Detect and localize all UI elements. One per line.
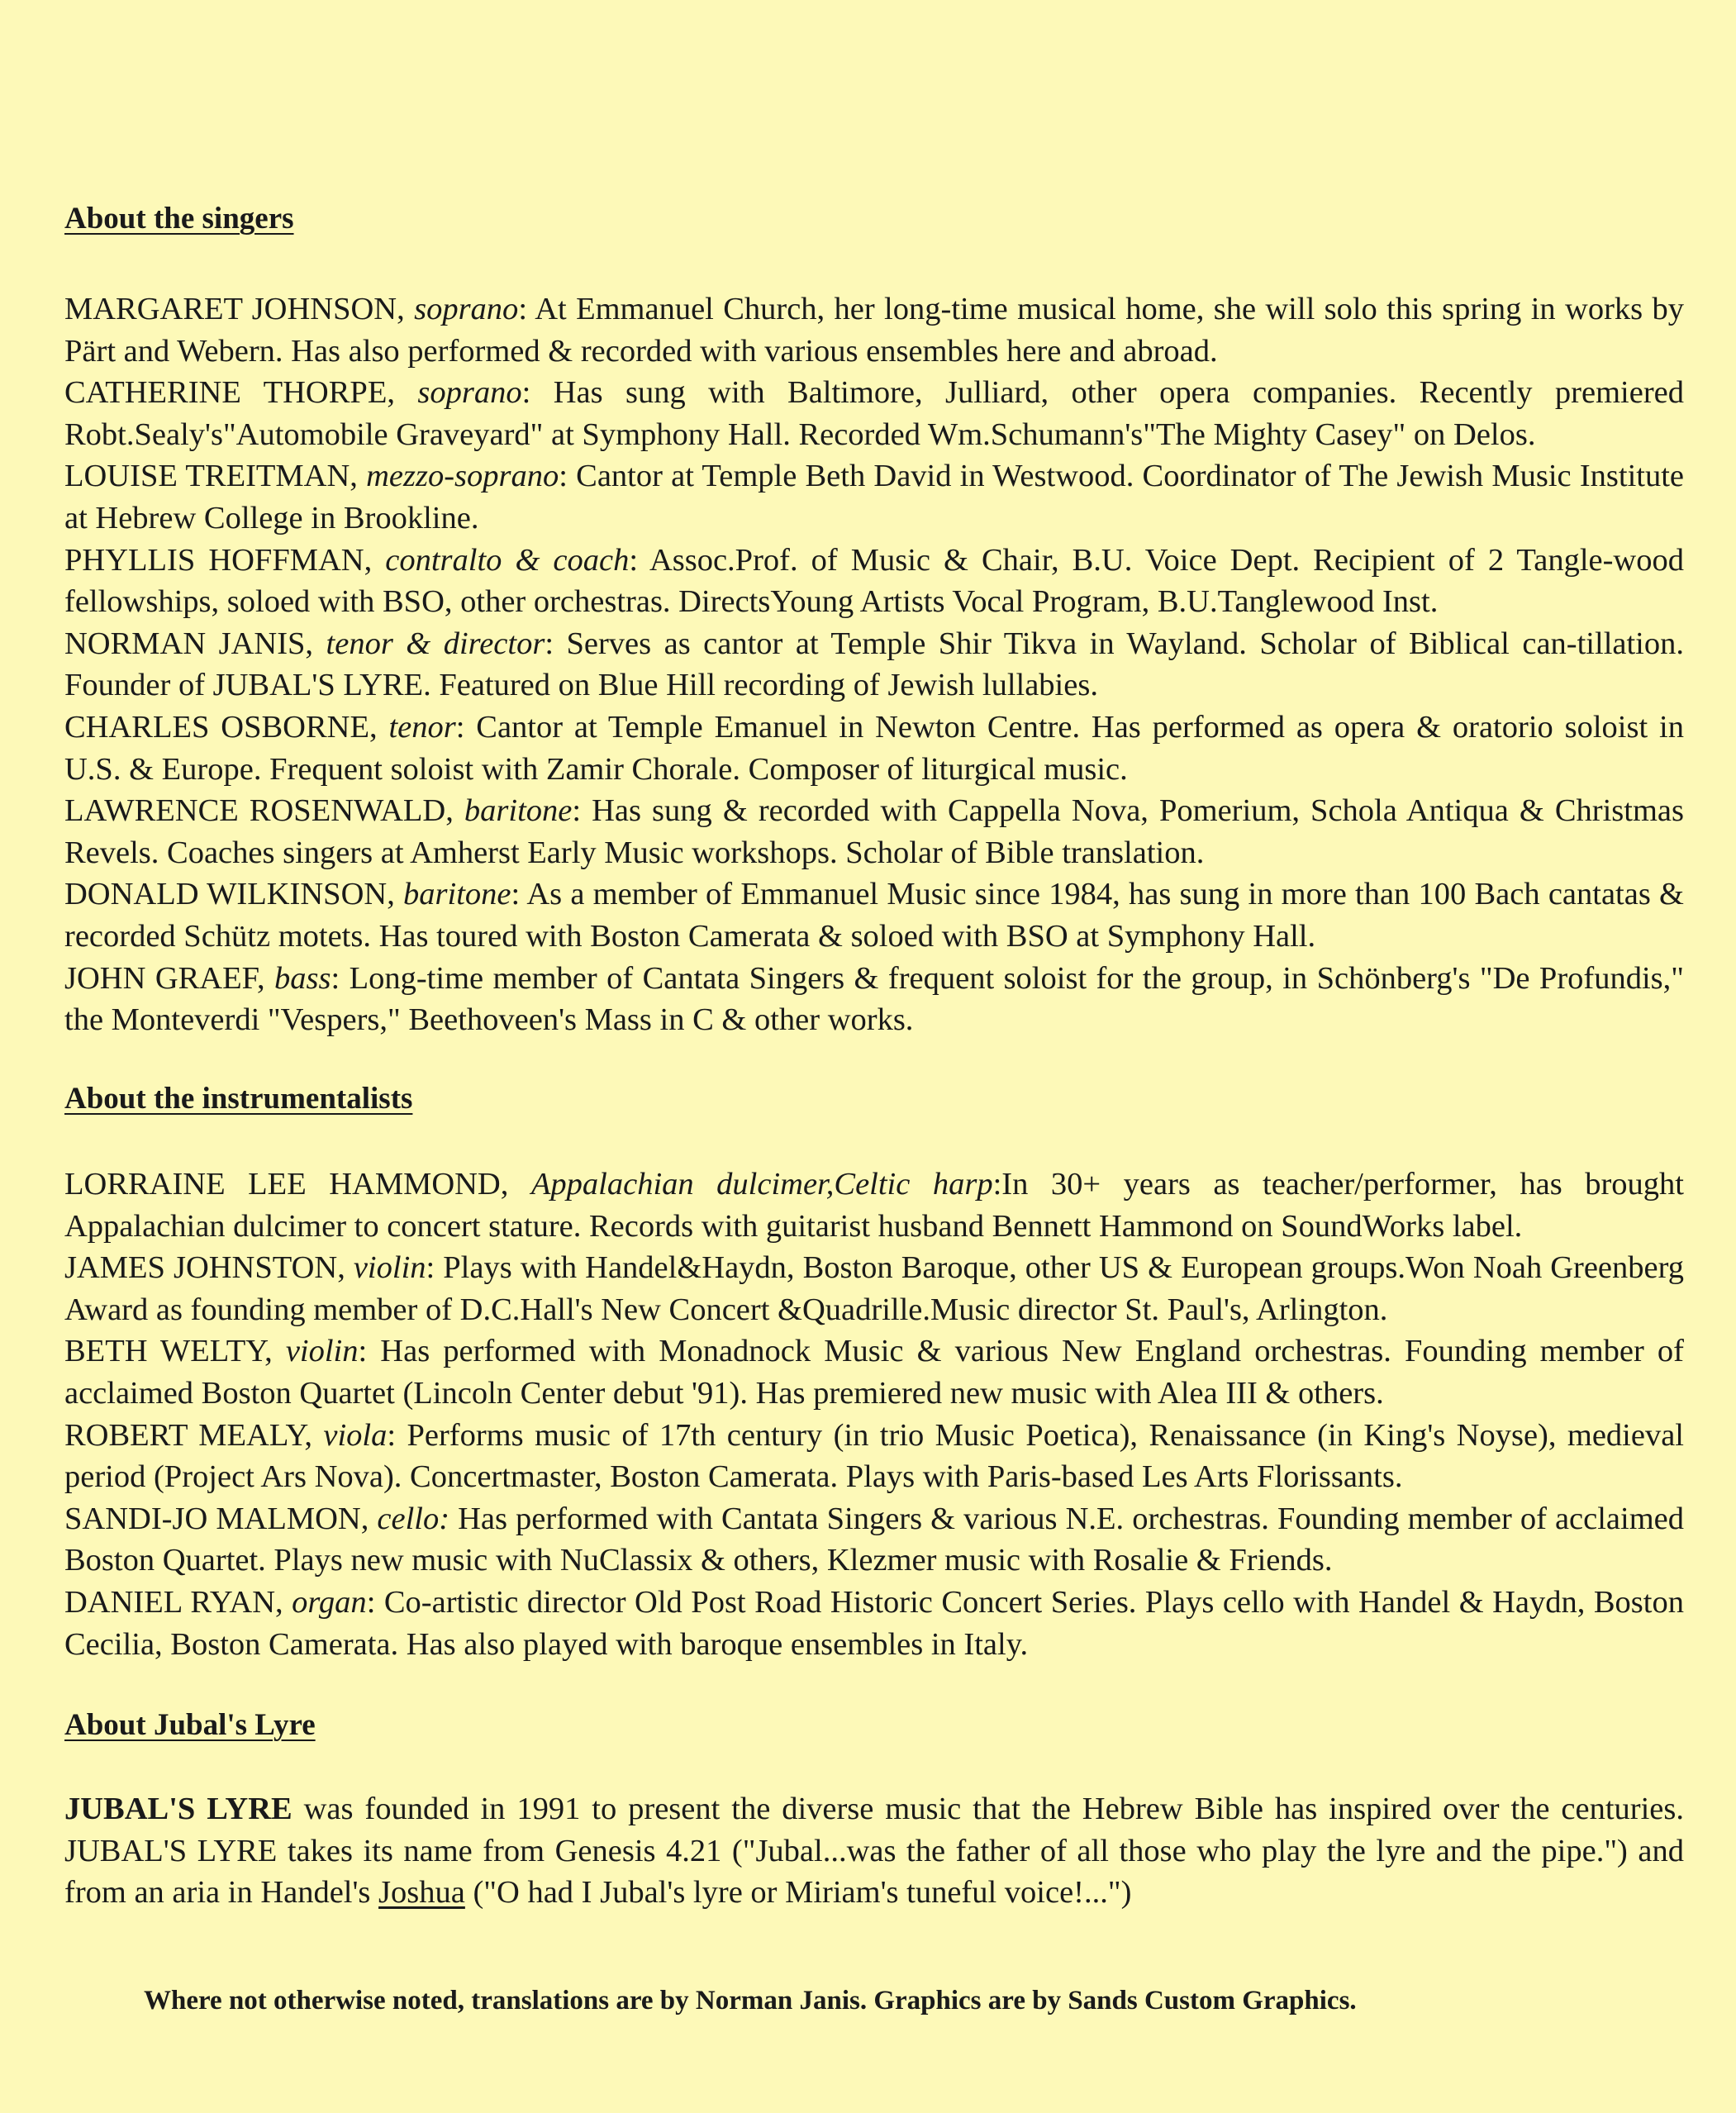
singer-entry [64,372,1684,455]
performer-role: bass [274,960,331,996]
performer-bio: : Has performed with Monadnock Music & various New England orchestras. Founding member of acclaimed Boston Quartet (Lincoln Center debut '91). Has premiered new music with Alea III & others. [64,1334,1684,1411]
singer-entry [64,958,1684,1041]
performer-role: viola [323,1417,388,1453]
performer-bio: : Assoc.Prof. of Music & Chair, B.U. Voice Dept. Recipient of 2 Tangle-wood fellowships, soloed with BSO, other orchestras. DirectsYoung Artists Vocal Program, B.U.Tanglewood Inst. [64,542,1684,620]
performer-name: CHARLES OSBORNE, [64,709,389,745]
performer-name: NORMAN JANIS, [64,626,326,661]
performer-name: CATHERINE THORPE, [64,375,418,411]
performer-name: DONALD WILKINSON, [64,877,404,912]
work-title: Joshua [378,1875,465,1911]
performer-name: LORRAINE LEE HAMMOND, [64,1167,531,1202]
performer-name: BETH WELTY, [64,1334,286,1369]
program-page [64,0,1684,2113]
performer-role: soprano [417,375,522,411]
performer-name: JAMES JOHNSTON, [64,1250,354,1286]
about-paragraph [64,1788,1684,1914]
performer-name: SANDI-JO MALMON, [64,1501,378,1536]
performer-role: Appalachian dulcimer,Celtic harp [530,1167,993,1202]
singer-entry [64,455,1684,539]
performer-bio: : Plays with Handel&Haydn, Boston Baroque, other US & European groups.Won Noah Greenberg Award as founding member of D.C.Hall's New Concert &Quadrille.Music director St. Paul's, Arlington. [64,1250,1684,1327]
performer-role: organ [292,1584,367,1620]
performer-bio: : Serves as cantor at Temple Shir Tikva in Wayland. Scholar of Biblical can-tillation. Founder of JUBAL'S LYRE. Featured on Blue Hill recording of Jewish lullabies. [64,626,1684,703]
instrumentalists-list [64,1164,1684,1665]
performer-bio: :In 30+ years as teacher/performer, has brought Appalachian dulcimer to concert stature. Records with guitarist husband Bennett Hammond on SoundWorks label. [64,1167,1684,1244]
performer-bio: : As a member of Emmanuel Music since 1984, has sung in more than 100 Bach cantatas & recorded Schütz motets. Has toured with Boston Camerata & soloed with BSO at Symphony Hall. [64,877,1684,954]
performer-role: mezzo-soprano [366,459,559,494]
performer-role: violin [285,1334,359,1369]
performer-role: tenor [388,709,456,745]
performer-name: PHYLLIS HOFFMAN, [64,542,386,578]
performer-name: JOHN GRAEF, [64,960,274,996]
performer-role: baritone [464,793,573,829]
performer-name: LOUISE TREITMAN, [64,459,367,494]
about-text-part-1: was founded in 1991 to present the diverse music that the Hebrew Bible has inspired over the centuries. JUBAL'S LYRE takes its name from Genesis 4.21 ("Jubal...was the father of all those who play the lyre and the pipe.") and from an aria in Handel's [64,1792,1684,1911]
instrumentalist-entry [64,1415,1684,1498]
about-text-part-2: ("O had I Jubal's lyre or Miriam's tuneful voice!...") [464,1875,1132,1911]
singer-entry [64,288,1684,372]
singer-entry [64,623,1684,707]
performer-role: contralto & coach [385,542,630,578]
singers-list [64,288,1684,1041]
performer-name: MARGARET JOHNSON, [64,292,415,326]
performer-name: LAWRENCE ROSENWALD, [64,793,464,829]
instrumentalist-entry [64,1582,1684,1665]
performer-bio: : Long-time member of Cantata Singers & frequent soloist for the group, in Schönberg's "De Profundis," the Monteverdi "Vespers," Beethoveen's Mass in C & other works. [64,960,1684,1038]
singer-entry [64,790,1684,873]
singer-entry [64,707,1684,790]
performer-name: DANIEL RYAN, [64,1584,293,1620]
instrumentalist-entry [64,1164,1684,1247]
instrumentalist-entry [64,1498,1684,1582]
instrumentalists-heading: About the instrumentalists [64,1082,413,1116]
about-jubals-lyre-heading: About Jubal's Lyre [64,1708,316,1742]
singer-entry [64,873,1684,957]
performer-name: ROBERT MEALY, [64,1417,324,1453]
singer-entry [64,540,1684,623]
performer-bio: : Has sung with Baltimore, Julliard, other opera companies. Recently premiered Robt.Sealy's"Automobile Graveyard" at Symphony Hall. Recorded Wm.Schumann's"The Mighty Casey" on Delos. [64,375,1684,452]
ensemble-name: JUBAL'S LYRE [64,1792,293,1826]
performer-bio: : At Emmanuel Church, her long-time musical home, she will solo this spring in works by Pärt and Webern. Has also performed & recorded with various ensembles here and abroad. [64,292,1684,369]
credits-footer: Where not otherwise noted, translations are by Norman Janis. Graphics are by Sands Custom Graphics. [144,1986,1357,2015]
performer-role: tenor & director [326,626,545,661]
performer-role: cello: [377,1501,450,1536]
performer-bio: : Co-artistic director Old Post Road Historic Concert Series. Plays cello with Handel & Haydn, Boston Cecilia, Boston Camerata. Has also played with baroque ensembles in Italy. [64,1584,1684,1662]
performer-bio: : Has sung & recorded with Cappella Nova, Pomerium, Schola Antiqua & Christmas Revels. Coaches singers at Amherst Early Music workshops. Scholar of Bible translation. [64,793,1684,870]
performer-role: violin [353,1250,426,1286]
instrumentalist-entry [64,1247,1684,1330]
performer-role: soprano [414,292,519,326]
performer-bio: : Performs music of 17th century (in trio Music Poetica), Renaissance (in King's Noyse), medieval period (Project Ars Nova). Concertmaster, Boston Camerata. Plays with Paris-based Les Arts Florissants. [64,1417,1684,1495]
singers-heading: About the singers [64,202,294,236]
performer-bio: : Cantor at Temple Beth David in Westwood. Coordinator of The Jewish Music Institute at Hebrew College in Brookline. [64,459,1684,535]
instrumentalist-entry [64,1330,1684,1414]
performer-bio: : Cantor at Temple Emanuel in Newton Centre. Has performed as opera & oratorio soloist in U.S. & Europe. Frequent soloist with Zamir Chorale. Composer of liturgical music. [64,709,1684,787]
performer-role: baritone [403,877,511,912]
performer-bio: Has performed with Cantata Singers & various N.E. orchestras. Founding member of acclaimed Boston Quartet. Plays new music with NuClassix & others, Klezmer music with Rosalie & Friends. [64,1501,1684,1578]
